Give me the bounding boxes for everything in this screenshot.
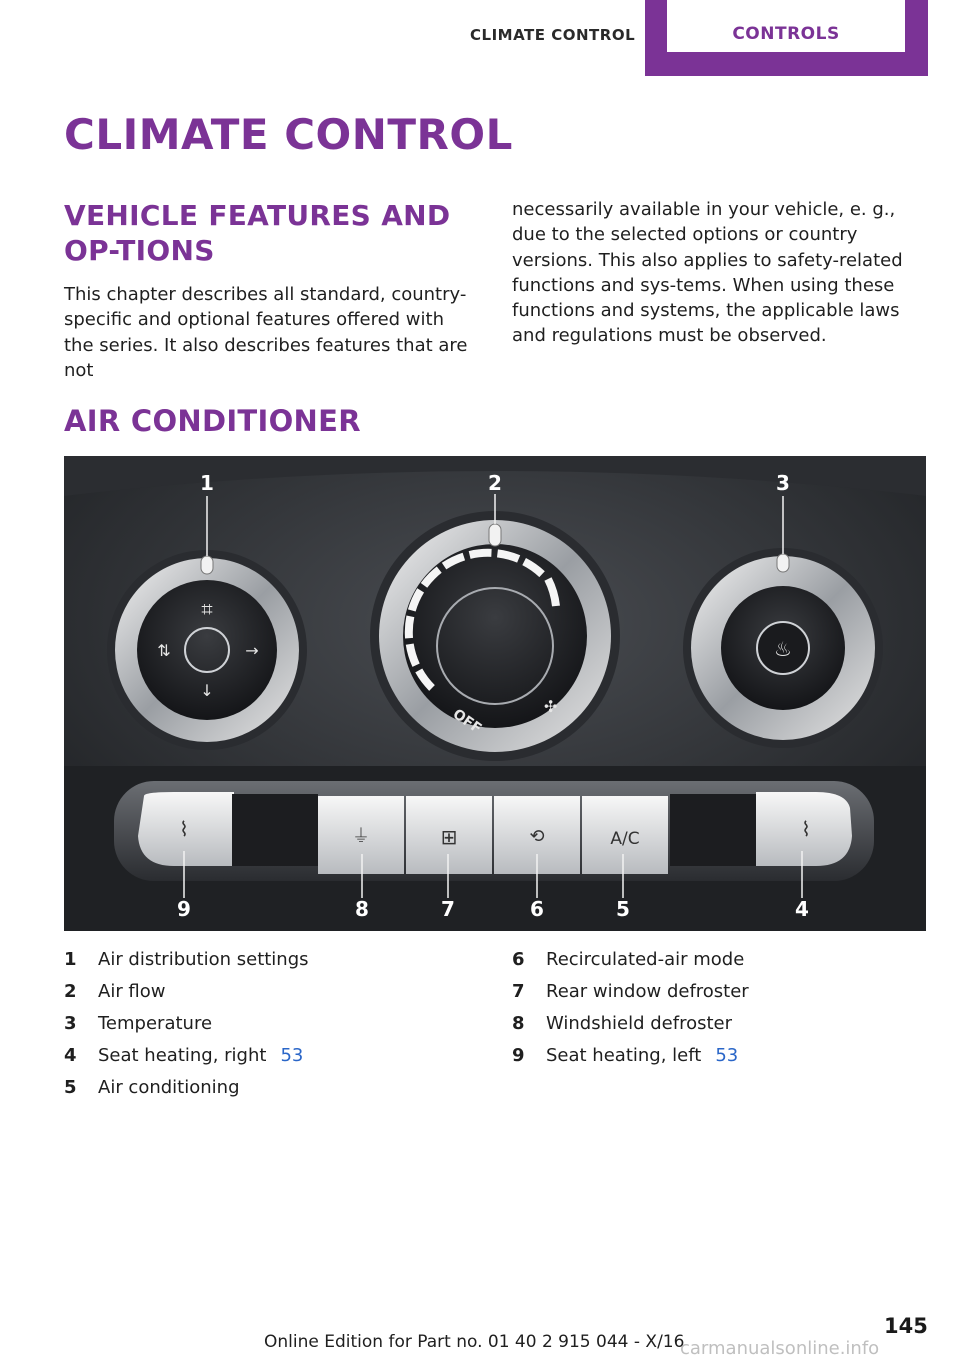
legend-left [64,943,484,1103]
callout-2: 2 [488,471,502,495]
legend-number: 6 [512,948,525,970]
svg-text:✣: ✣ [544,697,558,716]
legend-number: 1 [64,948,77,970]
svg-text:⌇: ⌇ [801,817,811,841]
legend-item [512,1039,932,1071]
chapter-tab-label: CONTROLS [667,0,905,52]
legend-number: 4 [64,1044,77,1066]
svg-text:↓: ↓ [200,681,214,700]
svg-text:⇅: ⇅ [157,641,171,660]
legend-text: Windshield defroster [546,1012,733,1034]
callout-8: 8 [355,897,369,921]
svg-text:⊞: ⊞ [440,825,458,849]
legend-item [64,1007,484,1039]
legend-text: Seat heating, left [546,1044,702,1066]
section-title-vehicle-features: VEHICLE FEATURES AND OP-TIONS [64,199,451,267]
svg-text:⟲: ⟲ [529,826,545,847]
button-label-ac: A/C [610,829,640,849]
page-reference-link[interactable]: 53 [715,1044,739,1066]
legend-text: Rear window defroster [546,980,749,1002]
callout-1: 1 [200,471,214,495]
section-title-air-conditioner: AIR CONDITIONER [64,404,361,438]
watermark: carmanualsonline.info [680,1338,880,1359]
running-header-section: CLIMATE CONTROL [470,26,636,44]
legend-item [64,943,484,975]
page-title: CLIMATE CONTROL [64,110,513,159]
legend-text: Recirculated-air mode [546,948,745,970]
dial-label-off: OFF [449,706,485,738]
svg-text:⌇: ⌇ [179,817,189,841]
svg-text:♨: ♨ [774,637,792,661]
legend-number: 2 [64,980,77,1002]
callout-7: 7 [441,897,455,921]
legend-right [512,943,932,1071]
legend-text: Temperature [98,1012,213,1034]
legend-number: 3 [64,1012,77,1034]
legend-item [64,975,484,1007]
legend-text: Air flow [98,980,166,1002]
svg-text:⏚: ⏚ [352,826,370,847]
air-conditioner-photo [64,456,926,931]
legend-item [64,1071,484,1103]
legend-item [64,1039,484,1071]
callout-6: 6 [530,897,544,921]
callout-3: 3 [776,471,790,495]
page-reference-link[interactable]: 53 [280,1044,304,1066]
svg-text:⌗: ⌗ [201,597,213,621]
callout-9: 9 [177,897,191,921]
legend-number: 5 [64,1076,77,1098]
legend-item [512,1007,932,1039]
legend-number: 9 [512,1044,525,1066]
svg-text:→: → [245,641,259,660]
callout-4: 4 [795,897,809,921]
air-conditioner-illustration [64,456,926,931]
legend-item [512,975,932,1007]
legend-text: Air conditioning [98,1076,240,1098]
chapter-tab [645,0,928,76]
intro-paragraph-right: necessarily available in your vehicle, e. g., due to the selected options or country versions. This also applies to safety-related functions and sys-tems. When using these functions and systems, the applicable laws and regulations must be observed. [512,199,903,347]
callout-5: 5 [616,897,630,921]
intro-paragraph-left: This chapter describes all standard, country-specific and optional features offered with the series. It also describes features that are not [64,284,468,381]
legend-text: Air distribution settings [98,948,309,970]
legend-text: Seat heating, right [98,1044,267,1066]
footer-edition: Online Edition for Part no. 01 40 2 915 044 - X/16 [264,1332,685,1352]
page-number: 145 [884,1314,928,1338]
legend-number: 8 [512,1012,525,1034]
legend-item [512,943,932,975]
legend-number: 7 [512,980,525,1002]
